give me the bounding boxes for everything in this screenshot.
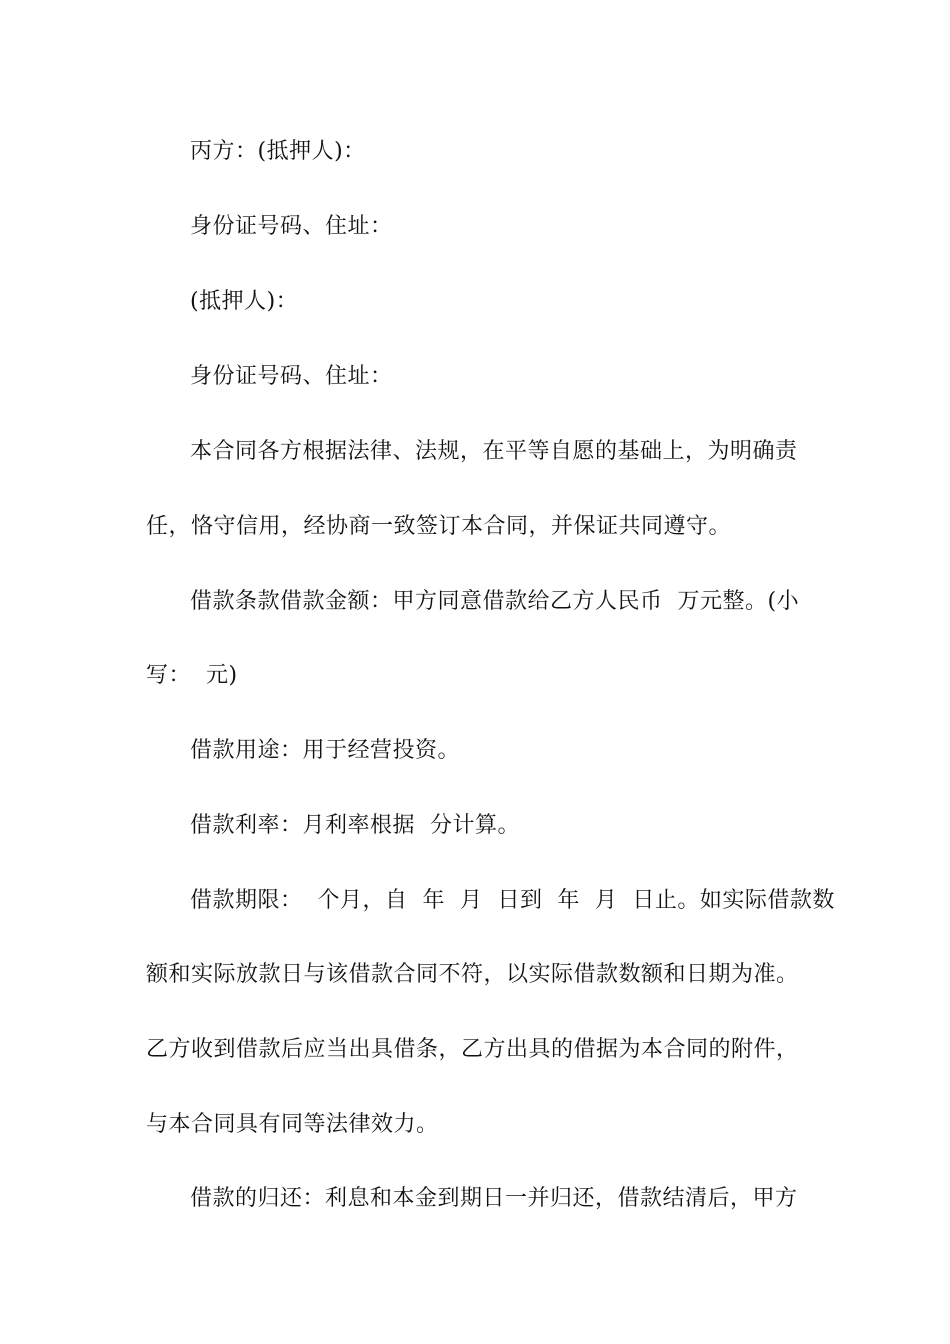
preamble-line-1: 本合同各方根据法律、法规，在平等自愿的基础上，为明确责 xyxy=(190,439,798,464)
preamble-line-2: 任，恪守信用，经协商一致签订本合同，并保证共同遵守。 xyxy=(146,514,732,539)
party-c-line: 丙方：(抵押人)： xyxy=(190,139,366,164)
loan-amount-line-1: 借款条款借款金额：甲方同意借款给乙方人民币 万元整。(小 xyxy=(190,589,800,614)
id-address-line-2: 身份证号码、住址： xyxy=(190,364,393,389)
loan-term-line-3: 乙方收到借款后应当出具借条，乙方出具的借据为本合同的附件， xyxy=(146,1037,799,1062)
loan-term-line-1: 借款期限： 个月，自 年 月 日到 年 月 日止。如实际借款数 xyxy=(190,888,835,913)
loan-term-line-4: 与本合同具有同等法律效力。 xyxy=(146,1112,439,1137)
loan-purpose-line: 借款用途：用于经营投资。 xyxy=(190,738,461,763)
loan-rate-line: 借款利率：月利率根据 分计算。 xyxy=(190,813,520,838)
mortgagor-line: (抵押人)： xyxy=(190,289,299,314)
loan-amount-line-2: 写： 元) xyxy=(146,663,238,688)
loan-term-line-2: 额和实际放款日与该借款合同不符，以实际借款数额和日期为准。 xyxy=(146,962,799,987)
repayment-line-1: 借款的归还：利息和本金到期日一并归还，借款结清后，甲方 xyxy=(190,1186,798,1211)
id-address-line: 身份证号码、住址： xyxy=(190,214,393,239)
